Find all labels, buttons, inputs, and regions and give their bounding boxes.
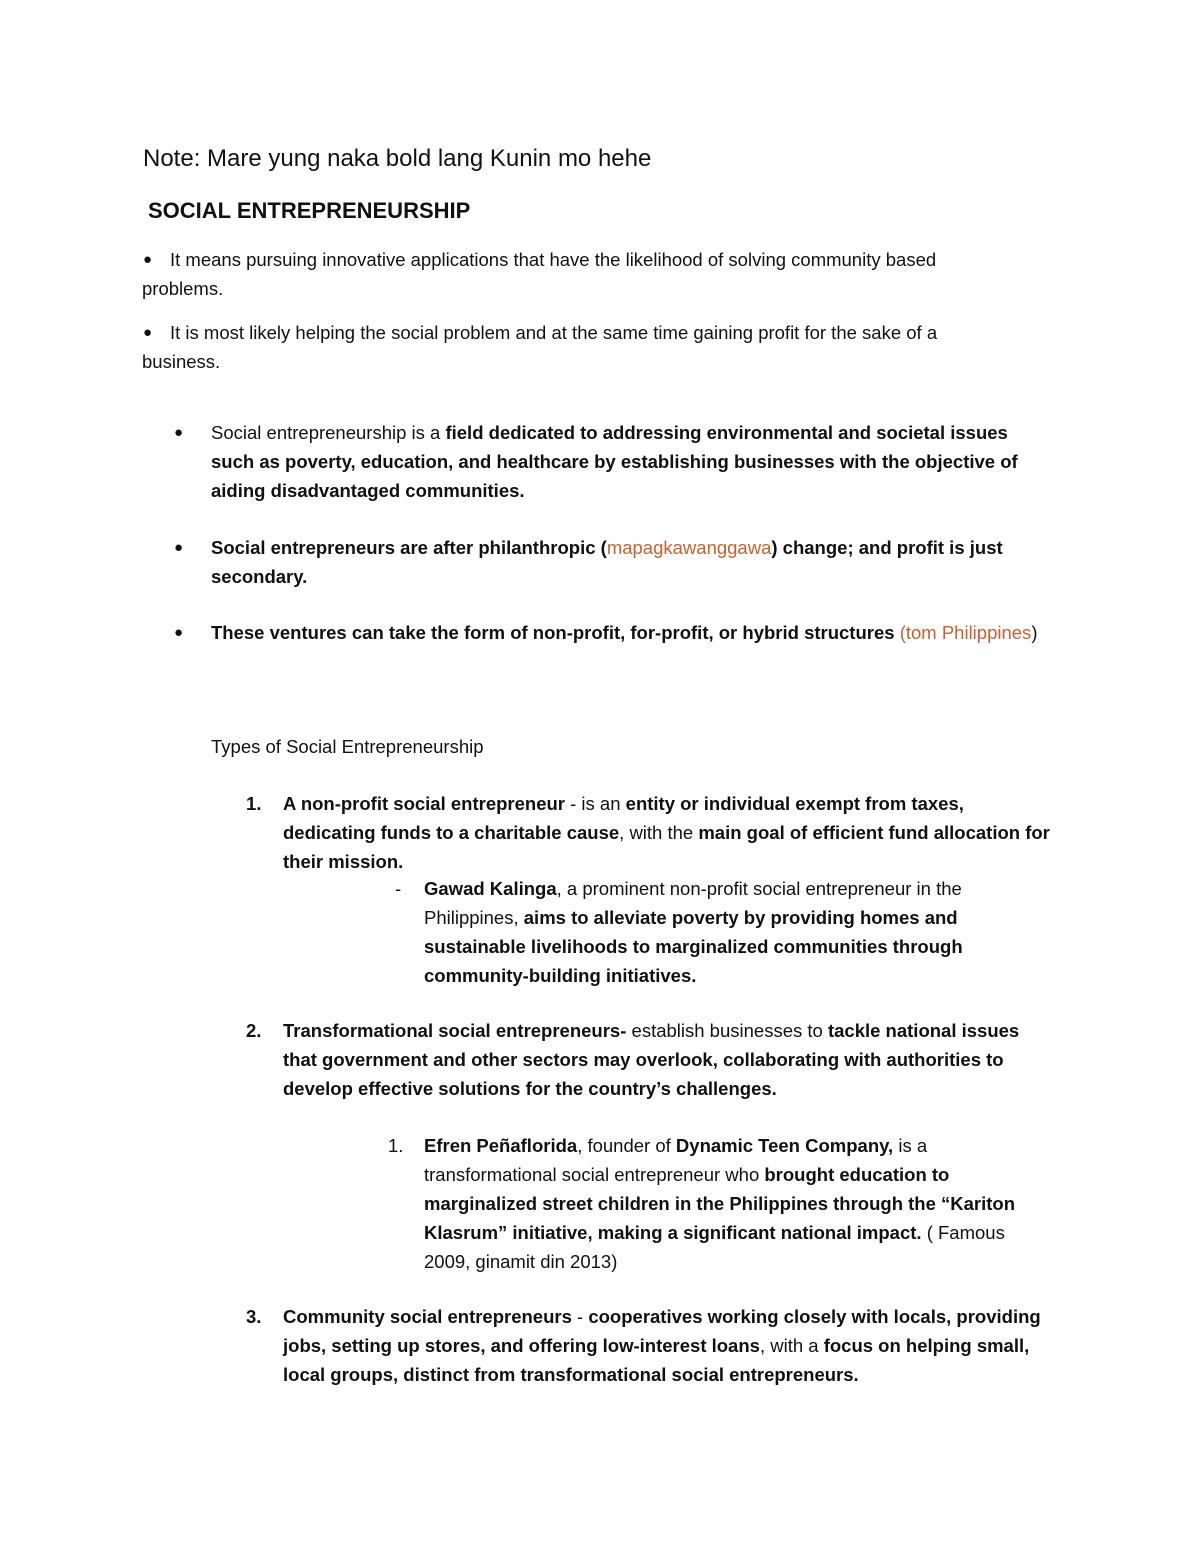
bullet-4-text-b: ) change; and (771, 537, 897, 558)
list-number: 2. (246, 1020, 262, 1041)
bullet-icon: ● (174, 539, 184, 556)
bullet-4-text-c: profit is just secondary. (211, 537, 1003, 587)
type-3-text-b: - (571, 1306, 589, 1327)
list-number: 3. (246, 1306, 262, 1327)
type-2-example-name: Efren Peñaflorida (424, 1135, 578, 1156)
bullet-3-text-bold: field dedicated to addressing environmental and societal issues such as poverty, education, and healthcare by establishing businesses with the objective of aiding disadvantaged communities. (211, 422, 1018, 501)
type-2-term: Transformational social entrepreneurs- (283, 1020, 627, 1041)
bullet-item-4 (211, 533, 1051, 591)
type-1-example (424, 874, 1024, 990)
type-2-example (424, 1131, 1039, 1276)
type-3-text-e: focus on helping small, local groups, distinct from transformational social entrepreneurs. (283, 1335, 1030, 1385)
type-2-example-text-f: ( Famous 2009, ginamit din 2013) (424, 1222, 1005, 1272)
type-1-text-d: , with the (619, 822, 699, 843)
type-2-example-text-d: is a transformational social entrepreneur who (424, 1135, 928, 1185)
type-3-term: Community social entrepreneurs (283, 1306, 572, 1327)
list-number: 1. (246, 793, 262, 814)
bullet-icon: ● (174, 424, 184, 441)
type-1-example-name: Gawad Kalinga (424, 878, 557, 899)
type-2-example-company: Dynamic Teen Company, (675, 1135, 894, 1156)
type-3-item (283, 1302, 1058, 1389)
list-number: 1. (388, 1135, 404, 1156)
sub-dash: - (395, 878, 402, 899)
bullet-item-5 (211, 618, 1051, 647)
bullet-item-3 (211, 418, 1051, 505)
bullet-item-2: It is most likely helping the social problem and at the same time gaining profit for the sake of a business. (142, 322, 938, 372)
type-1-term: A non-profit social entrepreneur (283, 793, 565, 814)
type-2-example-text-e: brought education to marginalized street children in the Philippines through the “Kariton Klasrum” initiative, making a significant national impact. (424, 1164, 1016, 1243)
type-1-text-e: main goal of efficient fund allocation for their mission. (283, 822, 1050, 872)
type-1-example-text-c: aims to alleviate poverty by providing homes and sustainable livelihoods to marginalized communities through community-building initiatives. (424, 907, 963, 986)
type-2-item (283, 1016, 1058, 1103)
bullet-icon: ● (143, 324, 153, 341)
type-3-text-d: , with a (759, 1335, 824, 1356)
type-3-text-c: cooperatives working closely with locals, providing jobs, setting up stores, and offering low-interest loans (283, 1306, 1041, 1356)
page-title: SOCIAL ENTREPRENEURSHIP (148, 198, 471, 223)
type-1-text-b: - is an (564, 793, 626, 814)
bullet-icon: ● (174, 624, 184, 641)
bullet-item-1: It means pursuing innovative applications that have the likelihood of solving community based problems. (142, 249, 937, 299)
bullet-5-text-a: These ventures can take the form of non-profit, for-profit, or hybrid structures (211, 622, 900, 643)
type-2-text-c: tackle national issues that government and other sectors may overlook, collaborating with authorities to develop effective solutions for the country’s challenges. (283, 1020, 1020, 1099)
bullet-4-text-a: Social entrepreneurs are after philanthropic ( (211, 537, 607, 558)
note-line: Note: Mare yung naka bold lang Kunin mo hehe (143, 145, 652, 172)
bullet-4-orange: mapagkawanggawa (606, 537, 772, 558)
type-1-text-c: entity or individual exempt from taxes, dedicating funds to a charitable cause (283, 793, 964, 843)
type-2-example-text-b: , founder of (577, 1135, 676, 1156)
types-heading: Types of Social Entrepreneurship (211, 736, 484, 757)
type-1-item (283, 789, 1058, 876)
bullet-3-text-a: Social entrepreneurship is a (211, 422, 446, 443)
bullet-icon: ● (143, 251, 153, 268)
bullet-5-text-b: ) (1031, 622, 1038, 643)
type-2-text-b: establish businesses to (626, 1020, 828, 1041)
type-1-example-text-b: , a prominent non-profit social entrepreneur in the Philippines, (424, 878, 962, 928)
bullet-5-orange: (tom Philippines (899, 622, 1032, 643)
